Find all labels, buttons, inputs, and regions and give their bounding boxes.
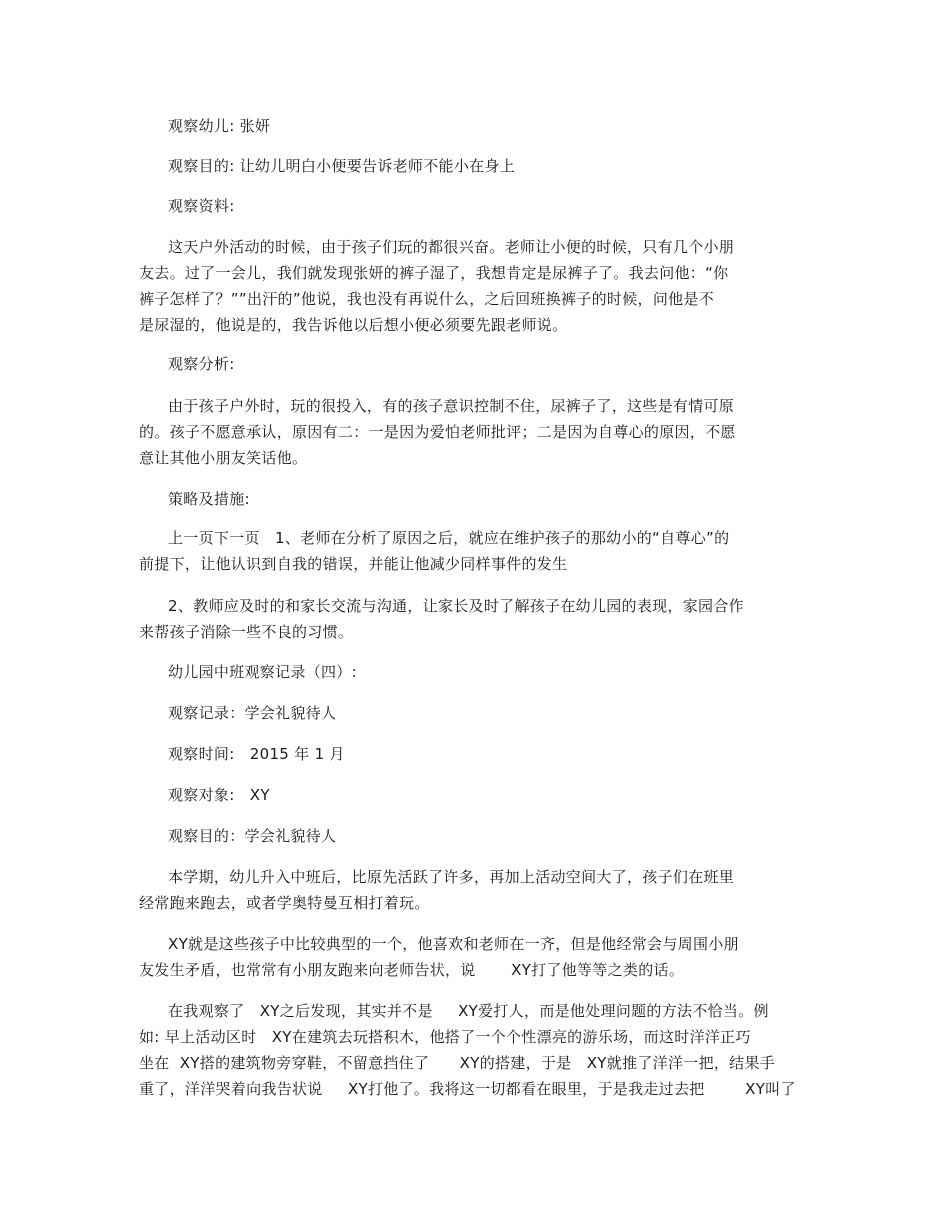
- text-line: 2、教师应及时的和家长交流与沟通，让家长及时了解孩子在幼儿园的表现，家园合作: [168, 597, 744, 615]
- text-line: 重了，洋洋哭着向我告状说 XY打他了。我将这一切都看在眼里，于是我走过去把 XY叫了: [139, 1080, 796, 1098]
- text-line: 观察幼儿: 张妍: [168, 117, 271, 135]
- text-line: 本学期，幼儿升入中班后，比原先活跃了许多，再加上活动空间大了，孩子们在班里: [168, 868, 735, 886]
- text-line: 友去。过了一会儿，我们就发现张妍的裤子湿了，我想肯定是尿裤子了。我去问他：“你: [139, 264, 729, 282]
- text-line: 观察目的: 让幼儿明白小便要告诉老师不能小在身上: [168, 157, 516, 175]
- text-line: 观察对象: XY: [168, 786, 270, 804]
- text-line: 上一页下一页 1、老师在分析了原因之后，就应在维护孩子的那幼小的“自尊心”的: [168, 529, 730, 547]
- text-line: 友发生矛盾，也常常有小朋友跑来向老师告状，说 XY打了他等等之类的话。: [139, 961, 685, 979]
- text-line: 幼儿园中班观察记录（四）:: [168, 663, 357, 681]
- text-line: 观察目的：学会礼貌待人: [168, 827, 337, 845]
- text-line: 这天户外活动的时候，由于孩子们玩的都很兴奋。老师让小便的时候，只有几个小朋: [168, 238, 735, 256]
- text-line: XY就是这些孩子中比较典型的一个，他喜欢和老师在一齐，但是他经常会与周围小朋: [168, 935, 739, 953]
- text-line: 的。孩子不愿意承认，原因有二：一是因为爱怕老师批评；二是因为自尊心的原因，不愿: [139, 423, 736, 441]
- text-line: 前提下，让他认识到自我的错误，并能让他减少同样事件的发生: [139, 555, 568, 573]
- text-line: 来帮孩子消除一些不良的习惯。: [139, 623, 354, 641]
- text-line: 裤子怎样了？””出汗的”他说，我也没有再说什么，之后回班换裤子的时候，问他是不: [139, 290, 715, 308]
- text-line: 观察记录：学会礼貌待人: [168, 704, 337, 722]
- text-line: 观察资料:: [168, 197, 235, 215]
- text-line: 经常跑来跑去，或者学奥特曼互相打着玩。: [139, 894, 430, 912]
- text-line: 如: 早上活动区时 XY在建筑去玩搭积木，他搭了一个个性漂亮的游乐场，而这时洋洋正巧: [139, 1028, 751, 1046]
- text-line: 意让其他小朋友笑话他。: [139, 449, 308, 467]
- text-line: 观察分析:: [168, 355, 235, 373]
- text-line: 在我观察了 XY之后发现，其实并不是 XY爱打人，而是他处理问题的方法不恰当。例: [168, 1002, 769, 1020]
- text-line: 策略及措施:: [168, 490, 250, 508]
- text-line: 观察时间: 2015 年 1 月: [168, 745, 345, 763]
- text-line: 是尿湿的，他说是的，我告诉他以后想小便必须要先跟老师说。: [139, 316, 568, 334]
- text-line: 由于孩子户外时，玩的很投入，有的孩子意识控制不住，尿裤子了，这些是有情可原: [168, 397, 735, 415]
- text-line: 坐在 XY搭的建筑物旁穿鞋，不留意挡住了 XY的搭建，于是 XY就推了洋洋一把，结果手: [139, 1054, 776, 1072]
